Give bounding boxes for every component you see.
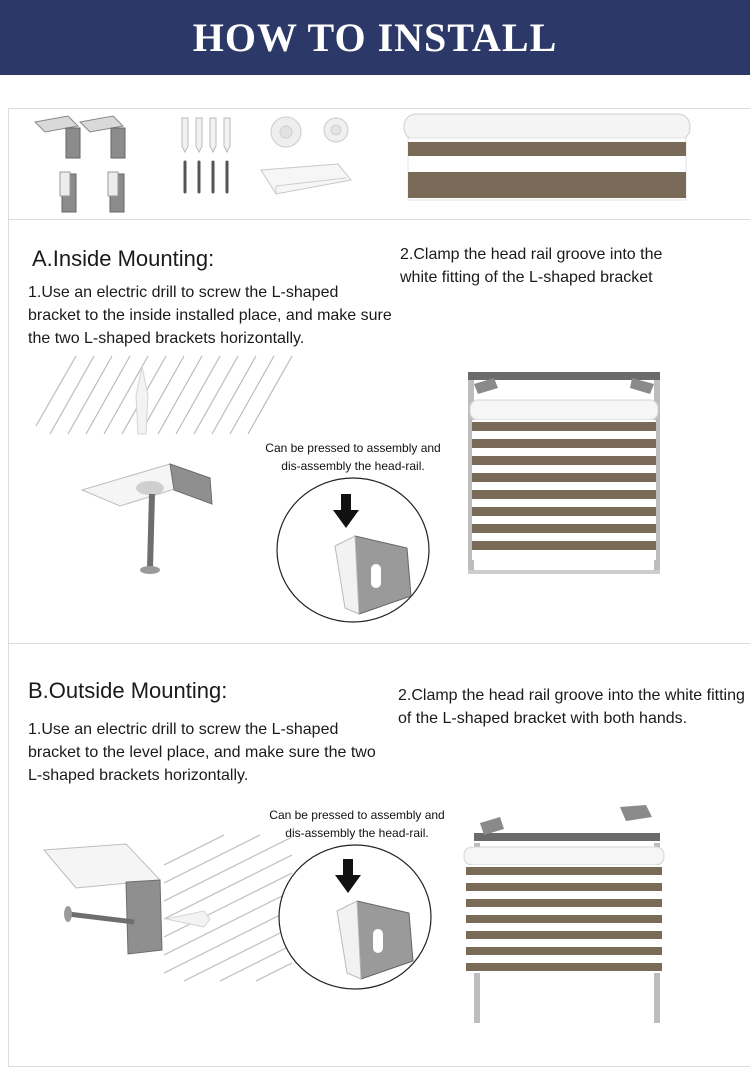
l-bracket-icon	[30, 112, 140, 217]
section-a-title: A.Inside Mounting:	[32, 246, 215, 271]
section-b-title: B.Outside Mounting:	[28, 678, 228, 703]
section-a-step1: 1.Use an electric drill to screw the L-shaped bracket to the inside installed place, and make sure the two L-shaped brackets horizontally.	[28, 284, 392, 347]
page-title: HOW TO INSTALL	[192, 15, 558, 60]
header-banner	[0, 0, 750, 75]
section-b-step1: 1.Use an electric drill to screw the L-shaped bracket to the level place, and make sure the two L-shaped brackets horizontally.	[28, 721, 376, 784]
wall-hatch	[164, 835, 294, 985]
wall-anchor-icon	[176, 116, 236, 156]
zebra-blind-icon	[402, 112, 692, 204]
section-a-caption: Can be pressed to assembly and dis-assembly the head-rail.	[265, 441, 441, 473]
section-a-step2: 2.Clamp the head rail groove into the white fitting of the L-shaped bracket	[400, 246, 663, 286]
zebra-blind-icon	[462, 803, 667, 1028]
clip-icon	[256, 158, 356, 198]
detail-circle	[277, 843, 437, 993]
l-bracket-icon	[40, 840, 170, 960]
l-bracket-icon	[80, 460, 230, 580]
screw-icon	[176, 160, 236, 196]
zebra-blind-icon	[464, 364, 664, 579]
wall-hatch	[36, 356, 296, 436]
section-b-step2: 2.Clamp the head rail groove into the white fitting of the L-shaped bracket with both hands.	[398, 687, 745, 727]
section-b-caption: Can be pressed to assembly and dis-assembly the head-rail.	[269, 808, 445, 840]
end-cap-icon	[266, 116, 356, 150]
detail-circle	[275, 476, 435, 626]
